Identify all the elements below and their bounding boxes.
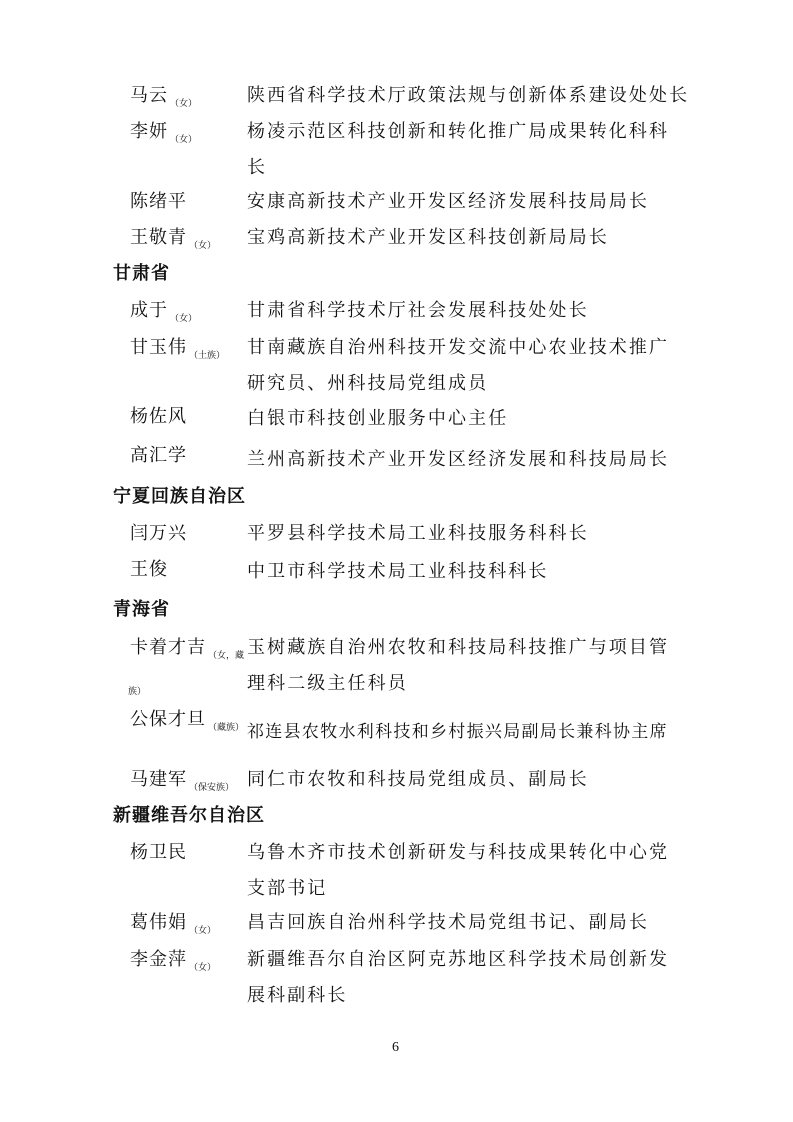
- person-name: 李金萍 $_{(女)}$: [130, 949, 217, 973]
- person-position: 宝鸡高新技术产业开发区科技创新局局长: [247, 227, 609, 248]
- person-name: 李妍 $_{(女)}$: [130, 121, 198, 145]
- person-position: 祁连县农牧水利科技和乡村振兴局副局长兼科协主席: [247, 722, 668, 742]
- section-heading: 甘肃省: [113, 263, 170, 284]
- section-heading: 青海省: [113, 599, 170, 620]
- person-name: 卡着才吉 $_{(女,藏}$: [130, 637, 245, 661]
- person-position: 白银市科技创业服务中心主任: [247, 408, 509, 429]
- page-number: 6: [392, 1040, 399, 1055]
- person-position: 甘肃省科学技术厅社会发展科技处处长: [247, 300, 589, 321]
- person-name: 马云 $_{(女)}$: [130, 85, 198, 109]
- person-position: 平罗县科学技术局工业科技服务科科长: [247, 523, 589, 544]
- person-name: 王俊: [130, 559, 168, 580]
- person-name: 公保才旦 $_{(藏族)}$: [130, 709, 245, 733]
- section-heading: 新疆维吾尔自治区: [113, 805, 265, 826]
- person-position: 玉树藏族自治州农牧和科技局科技推广与项目管 理科二级主任科员: [247, 637, 670, 694]
- person-name: 甘玉伟 $_{(土族)}$: [130, 337, 226, 361]
- person-name: 成于 $_{(女)}$: [130, 300, 198, 324]
- person-name: 王敬青 $_{(女)}$: [130, 227, 217, 251]
- person-name: 杨佐风: [130, 406, 187, 427]
- person-position: 同仁市农牧和科技局党组成员、副局长: [247, 769, 589, 790]
- person-name: 陈绪平: [130, 191, 187, 212]
- person-name: 杨卫民: [130, 842, 187, 863]
- person-position: 陕西省科学技术厅政策法规与创新体系建设处处长: [247, 85, 690, 106]
- person-position: 甘南藏族自治州科技开发交流中心农业技术推广 研究员、州科技局党组成员: [247, 337, 670, 394]
- person-position: 中卫市科学技术局工业科技科科长: [247, 561, 549, 582]
- person-position: 昌吉回族自治州科学技术局党组书记、副局长: [247, 912, 649, 933]
- person-name: 马建军 $_{(保安族)}$: [130, 769, 235, 793]
- person-position: 安康高新技术产业开发区经济发展科技局局长: [247, 191, 649, 212]
- person-name: 葛伟娟 $_{(女)}$: [130, 912, 217, 936]
- section-heading: 宁夏回族自治区: [113, 486, 246, 507]
- person-position: 乌鲁木齐市技术创新研发与科技成果转化中心党 支部书记: [247, 842, 670, 899]
- person-note-continued: 族）: [128, 687, 147, 697]
- person-name: 高汇学: [130, 445, 187, 466]
- person-position: 新疆维吾尔自治区阿克苏地区科学技术局创新发 展科副科长: [247, 949, 670, 1006]
- person-name: 闫万兴: [130, 523, 187, 544]
- person-position: 杨凌示范区科技创新和转化推广局成果转化科科 长: [247, 121, 670, 178]
- person-position: 兰州高新技术产业开发区经济发展和科技局局长: [247, 449, 670, 470]
